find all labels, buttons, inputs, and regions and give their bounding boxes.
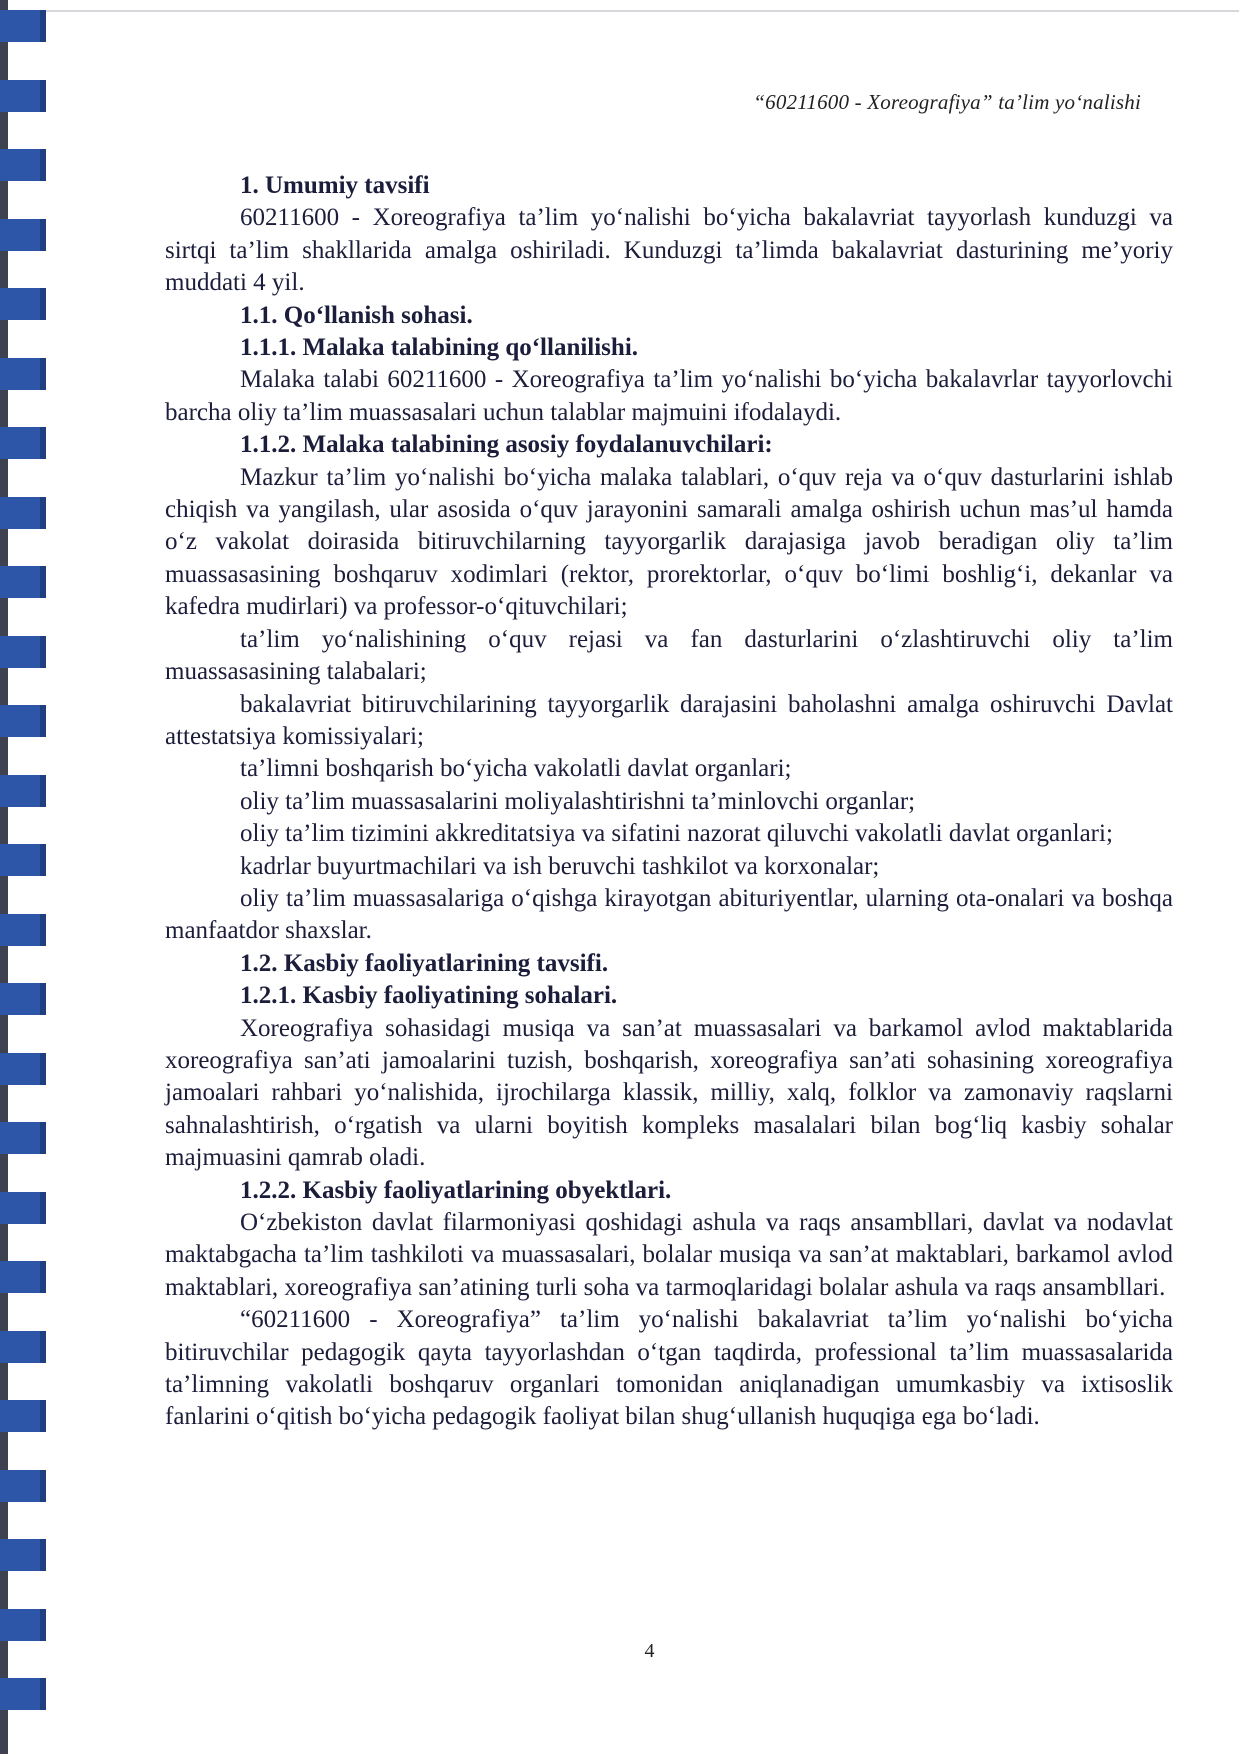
binding-hole (0, 1470, 46, 1502)
section-heading: 1.1.2. Malaka talabining asosiy foydalanuvchilari: (240, 431, 773, 459)
body-paragraph: 60211600 - Xoreografiya ta’lim yo‘nalishi bo‘yicha bakalavriat tayyorlash kunduzgi va sirtqi ta’lim shakllarida amalga oshiriladi. Kunduzgi ta’limda bakalavriat dasturining me’yoriy muddati 4 yil. (165, 204, 1173, 297)
binding-hole (0, 983, 46, 1015)
binding-hole (0, 914, 46, 946)
section-heading: 1. Umumiy tavsifi (240, 172, 430, 199)
top-scan-edge (0, 10, 1239, 12)
body-paragraph: ta’limni boshqarish bo‘yicha vakolatli davlat organlari; (240, 755, 792, 783)
body-paragraph: Xoreografiya sohasidagi musiqa va san’at muassasalari va barkamol avlod maktablarida xoreografiya san’ati jamoalarini tuzish, boshqarish, xoreografiya san’ati sohasining xoreografiya jamoalari rahbari yo‘nalishida, ijrochilarga klassik, milliy, xalq, folklor va zamonaviy raqslarni sahnalashtirish, o‘rgatish va ularni boyitish kompleks masalalari bilan bog‘liq kasbiy sohalar majmuasini qamrab oladi. (165, 1014, 1173, 1172)
section-heading: 1.2. Kasbiy faoliyatlarining tavsifi. (240, 949, 609, 977)
body-paragraph: bakalavriat bitiruvchilarining tayyorgarlik darajasini baholashni amalga oshiruvchi Davlat attestatsiya komissiyalari; (165, 690, 1173, 750)
binding-hole (0, 1539, 46, 1571)
page-number: 4 (644, 1640, 655, 1662)
binding-hole (0, 80, 46, 112)
binding-hole (0, 636, 46, 668)
body-paragraph: Malaka talabi 60211600 - Xoreografiya ta’lim yo‘nalishi bo‘yicha bakalavrlar tayyorlovchi barcha oliy ta’lim muassasalari uchun talablar majmuini ifodalaydi. (165, 366, 1173, 426)
binding-hole (0, 705, 46, 737)
binding-hole (0, 1122, 46, 1154)
body-paragraph: Mazkur ta’lim yo‘nalishi bo‘yicha malaka talablari, o‘quv reja va o‘quv dasturlarini ishlab chiqish va yangilash, ular asosida o‘quv jarayonini samarali amalga oshirish uchun mas’ul hamda o‘z vakolat doirasida bitiruvchilarning tayyorgarlik darajasiga javob beradigan oliy ta’lim muassasasining boshqaruv xodimlari (rektor, prorektorlar, o‘quv bo‘limi boshlig‘i, dekanlar va kafedra mudirlari) va professor-o‘qituvchilari; (165, 463, 1173, 621)
body-paragraph: oliy ta’lim muassasalariga o‘qishga kirayotgan abituriyentlar, ularning ota-onalari va boshqa manfaatdor shaxslar. (165, 884, 1173, 945)
binding-hole (0, 1053, 46, 1085)
binding-hole (0, 1331, 46, 1363)
binding-hole (0, 1400, 46, 1432)
section-heading: 1.1. Qo‘llanish sohasi. (240, 301, 473, 329)
binding-hole (0, 1261, 46, 1293)
spiral-binding (0, 0, 60, 1754)
body-paragraph: O‘zbekiston davlat filarmoniyasi qoshidagi ashula va raqs ansambllari, davlat va nodavlat maktabgacha ta’lim tashkiloti va muassasalari, bolalar musiqa va san’at maktablari, barkamol avlod maktablari, xoreografiya san’atining turli soha va tarmoqlaridagi bolalar ashula va raqs ansambllari. (165, 1209, 1173, 1301)
body-paragraph: “60211600 - Xoreografiya” ta’lim yo‘nalishi bakalavriat ta’lim yo‘nalishi bo‘yicha bitiruvchilar pedagogik qayta tayyorlashdan o‘tgan taqdirda, professional ta’lim muassasalarida ta’limning vakolatli boshqaruv organlari tomonidan aniqlanadigan umumkasbiy va ixtisoslik fanlarini o‘qitish bo‘yicha pedagogik faoliyat bilan shug‘ullanish huquqiga ega bo‘ladi. (165, 1306, 1173, 1431)
binding-hole (0, 775, 46, 807)
body-paragraph: kadrlar buyurtmachilari va ish beruvchi tashkilot va korxonalar; (240, 852, 880, 880)
binding-hole (0, 358, 46, 390)
section-heading: 1.2.1. Kasbiy faoliyatining sohalari. (240, 982, 618, 1010)
section-heading: 1.1.1. Malaka talabining qo‘llanilishi. (240, 334, 639, 362)
binding-hole (0, 1609, 46, 1641)
binding-hole (0, 497, 46, 529)
body-paragraph: ta’lim yo‘nalishining o‘quv rejasi va fan dasturlarini o‘zlashtiruvchi oliy ta’lim muassasasining talabalari; (165, 625, 1173, 686)
binding-hole (0, 219, 46, 251)
document-body (165, 170, 1173, 1434)
binding-hole (0, 566, 46, 598)
body-paragraph: oliy ta’lim muassasalarini moliyalashtirishni ta’minlovchi organlar; (240, 787, 916, 815)
binding-hole (0, 149, 46, 181)
running-header: “60211600 - Xoreografiya” ta’lim yo‘nalishi (753, 90, 1141, 114)
body-paragraph: oliy ta’lim tizimini akkreditatsiya va sifatini nazorat qiluvchi vakolatli davlat organlari; (240, 820, 1113, 848)
binding-hole (0, 1192, 46, 1224)
binding-hole (0, 288, 46, 320)
binding-hole (0, 1678, 46, 1710)
binding-hole (0, 10, 46, 42)
section-heading: 1.2.2. Kasbiy faoliyatlarining obyektlari. (240, 1176, 672, 1204)
binding-hole (0, 844, 46, 876)
binding-hole (0, 427, 46, 459)
